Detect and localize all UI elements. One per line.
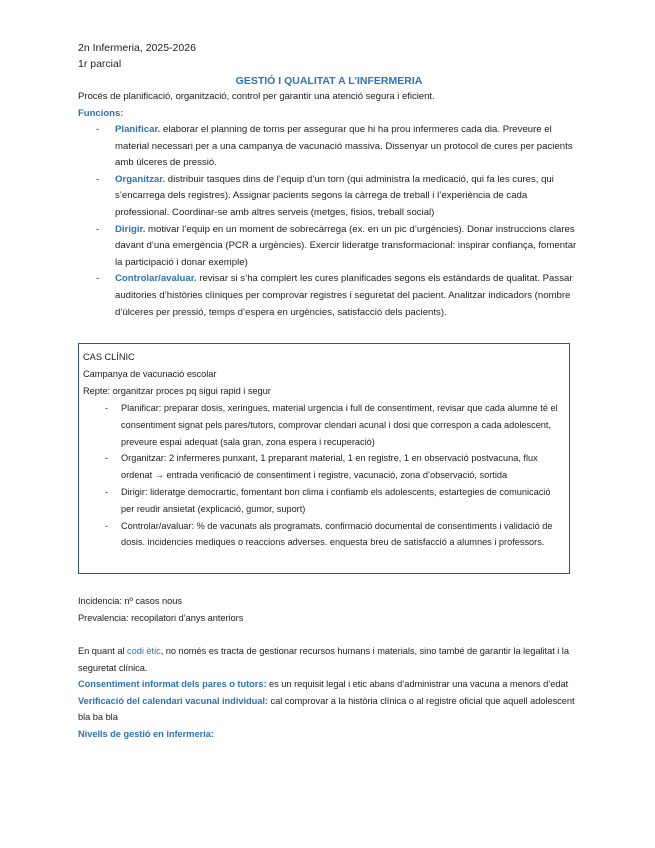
indicators-block: [78, 593, 578, 626]
consentiment-text: es un requisit legal i etic abans d’administrar una vacuna a menors d’edat: [266, 679, 569, 690]
funcio-item-dirigir: [78, 222, 580, 272]
case-challenge: Repte: organitzar proces pq sigui rapid i segur: [83, 386, 271, 396]
case-subtitle: Campanya de vacunació escolar: [83, 369, 217, 379]
codi-term: codi ètic: [127, 646, 161, 656]
document-title: GESTIÓ I QUALITAT A L’INFERMERIA: [235, 75, 423, 87]
course-line: 2n Infermeria, 2025-2026: [78, 42, 196, 54]
case-heading: CAS CLÍNIC: [83, 352, 135, 362]
funcio-item-planificar: [78, 122, 580, 172]
verificacio-term: Verificació del calendari vacunal individual:: [78, 695, 268, 706]
verificacio-text: cal comprovar a la història clínica o al registre oficial que aquell adolescent bla ba bla: [78, 695, 575, 723]
funcions-heading: Funcions:: [78, 107, 124, 119]
funcio-text: elaborar el planning de torns per assegurar que hi ha prou infermeres cada dia. Preveure el material necessari per a una campanya de vacunació massiva. Dissenyar un protocol de cures per pacients amb úlceres de pressió.: [115, 124, 573, 169]
ethics-block: [78, 643, 578, 743]
funcio-term: Planificar.: [115, 124, 161, 135]
intro-paragraph: Procés de planificació, organització, control per garantir una atenció segura i eficient.: [78, 91, 435, 102]
funcio-term: Controlar/avaluar.: [115, 273, 197, 285]
funcio-item-controlar: [78, 271, 580, 321]
case-item-dirigir: - Dirigir: lideratge democrartic, fomentant bon clima i confiamb els adolescents, estartegies de comunicació per reudir ansietat (explicació, gumor, suport): [83, 484, 559, 518]
prevalencia-line: Prevalencia: recopilatori d’anys anteriors: [78, 612, 244, 623]
funcio-item-organitzar: [78, 172, 580, 222]
codi-paragraph: [78, 643, 578, 676]
funcio-text: distribuir tasques dins de l’equip d’un torn (qui administra la medicació, qui fa les cures, qui s’encarrega dels registres). Assignar pacients segons la càrrega de treball i l’experiència de cada professional. Coordinar-se amb altres serveis (metges, fisios, treball social): [115, 173, 554, 218]
funcio-text: revisar si s’ha complert les cures planificades segons els estàndards de qualitat. Passar auditories d’històries clíniques per comprovar registres i seguretat del pacient. Analitzar indicadors (nombre d’úlceres per pressió, temps d’espera en urgències, satisfacció dels pacients).: [115, 273, 573, 318]
consentiment-paragraph: [78, 676, 578, 693]
codi-post: , no només es tracta de gestionar recursos humans i materials, sino també de garantir la legalitat i la seguretat clínica.: [78, 646, 569, 673]
funcio-text: motivar l’equip en un moment de sobrecàrrega (ex. en un pic d’urgències). Donar instruccions clares davant d’una emergència (PCR a urgències). Exercir lideratge transformacional: inspirar confiança, fomentar la participació i donar exemple): [115, 223, 577, 268]
case-list: [83, 400, 559, 551]
verificacio-paragraph: [78, 693, 578, 726]
case-item-organitzar: - Organitzar: 2 infermeres punxant, 1 preparant material, 1 en registre, 1 en observació postvacuna, flux ordenat → entrada verificació de consentiment i registre, vacunació, zona d’observació, sortida: [83, 450, 559, 484]
exam-line: 1r parcial: [78, 58, 122, 70]
document-page: [78, 40, 580, 321]
consentiment-term: Consentiment informat dels pares o tutors:: [78, 679, 267, 690]
codi-pre: En quant al: [78, 646, 128, 656]
funcions-list: [78, 122, 580, 321]
funcio-term: Organitzar.: [115, 173, 166, 185]
case-box: [78, 343, 570, 574]
nivells-heading: Nivells de gestió en infermeria:: [78, 728, 214, 739]
case-item-controlar: - Controlar/avaluar: % de vacunats als programats. confirmació documental de consentiments i validació de dosis. incidencies mediques o reaccions adverses. enquesta breu de satisfacció a alumnes i professors.: [83, 518, 559, 552]
case-item-planificar: - Planificar: preparar dosis, xeringues, material urgencia i full de consentiment, revisar que cada alumne té el consentiment signat pels pares/tutors, comprovar clendari acunal i dosi que correspon a cada adolescent, preveure espai adequat (sala gran, zona espera i recuperació): [83, 400, 559, 450]
incidencia-line: Incidencia: nº casos nous: [78, 596, 182, 606]
funcio-term: Dirigir.: [115, 223, 146, 235]
